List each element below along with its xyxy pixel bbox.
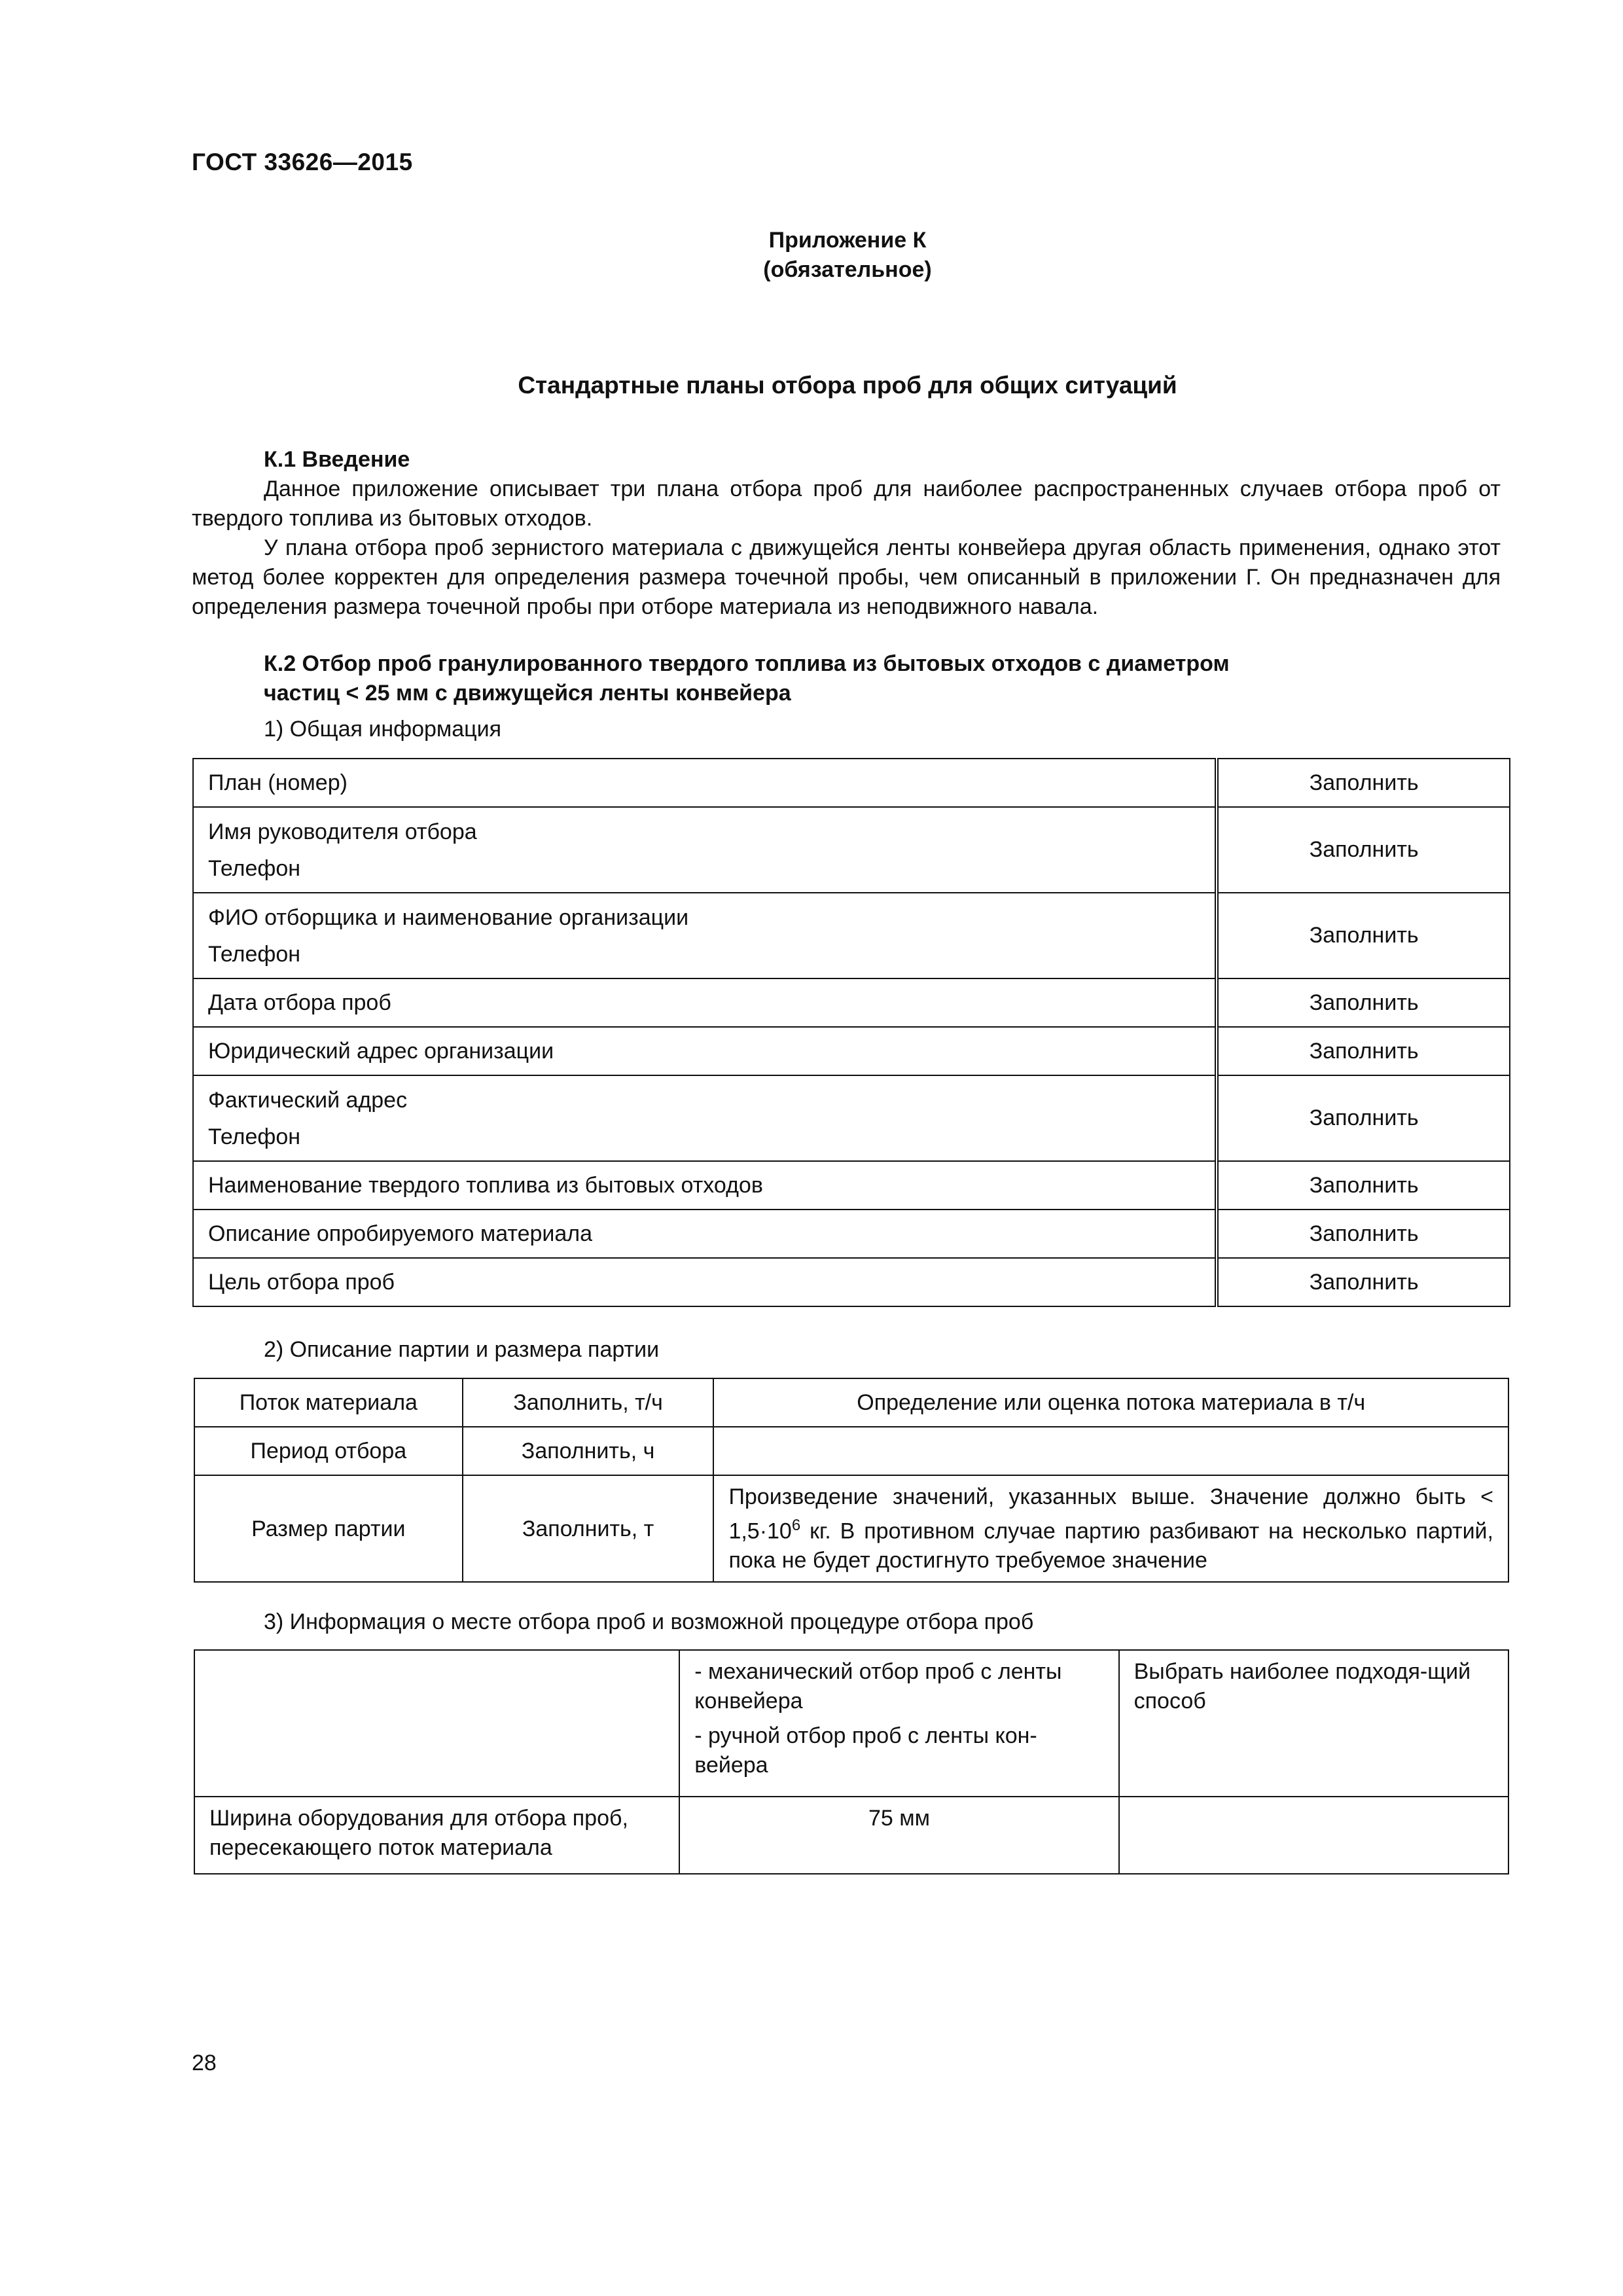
table-cell: Определение или оценка потока материала в т/ч <box>713 1378 1508 1427</box>
annex-title: Стандартные планы отбора проб для общих ситуаций <box>518 372 1177 399</box>
table-cell: Заполнить, т <box>463 1475 714 1582</box>
table-cell-value: Заполнить <box>1217 759 1510 807</box>
table-cell-label: ФИО отборщика и наименование организации Телефон <box>193 893 1217 978</box>
table-row <box>194 1797 1508 1874</box>
page-number: 28 <box>192 2051 217 2075</box>
table-cell-description: Произведение значений, указанных выше. Значение должно быть < $1,5\cdot 10^6$ кг. В противном случае партию разбивают на несколько партий, пока не будет достигнуто требуемое значение <box>713 1475 1508 1582</box>
table-cell: Размер партии <box>194 1475 463 1582</box>
section2-heading <box>192 649 1501 744</box>
table-cell-label: Описание опробируемого материала <box>193 1210 1217 1258</box>
table-cell: Заполнить, ч <box>463 1427 714 1475</box>
table-row <box>193 807 1510 893</box>
table-row <box>194 1427 1508 1475</box>
subsection-batch-description <box>192 1335 1501 1365</box>
subsection-batch-heading: 2) Описание партии и размера партии <box>264 1337 660 1362</box>
subsection-general-info: 1) Общая информация <box>264 717 502 742</box>
table-cell <box>194 1650 679 1797</box>
subsection-sampling-heading: 3) Информация о месте отбора проб и возможной процедуре отбора проб <box>264 1609 1034 1634</box>
table-cell-value: Заполнить <box>1217 1210 1510 1258</box>
table-cell-label: Фактический адрес Телефон <box>193 1075 1217 1161</box>
table-cell-value: Заполнить <box>1217 1161 1510 1210</box>
table-row <box>193 759 1510 807</box>
table-cell: Ширина оборудования для отбора проб, пересекающего поток материала <box>194 1797 679 1874</box>
sampling-method-manual: - ручной отбор проб с ленты кон-вейера <box>694 1723 1037 1778</box>
subsection-sampling-info <box>192 1607 1501 1637</box>
table-cell: Период отбора <box>194 1427 463 1475</box>
table-cell-value: Заполнить <box>1217 1258 1510 1306</box>
table-row <box>193 1210 1510 1258</box>
annex-label: Приложение К <box>768 228 927 253</box>
table-cell-label: Цель отбора проб <box>193 1258 1217 1306</box>
table-cell: Поток материала <box>194 1378 463 1427</box>
table-cell-label: План (номер) <box>193 759 1217 807</box>
table-cell-label: Дата отбора проб <box>193 978 1217 1027</box>
table-row <box>193 1027 1510 1075</box>
table-cell-label: Наименование твердого топлива из бытовых отходов <box>193 1161 1217 1210</box>
table-row <box>193 893 1510 978</box>
table-cell-value: Заполнить <box>1217 978 1510 1027</box>
sampling-method-mechanical: - механический отбор проб с ленты конвейера <box>694 1659 1062 1713</box>
table-cell: Выбрать наиболее подходя-щий способ <box>1119 1650 1508 1797</box>
table-row <box>193 1075 1510 1161</box>
table-cell-value: Заполнить <box>1217 1027 1510 1075</box>
sampling-table <box>194 1649 1509 1874</box>
table-row <box>193 978 1510 1027</box>
general-info-table <box>192 758 1510 1307</box>
table-cell: Заполнить, т/ч <box>463 1378 714 1427</box>
table-cell <box>679 1650 1118 1797</box>
annex-status: (обязательное) <box>763 257 932 282</box>
table-cell-label: Имя руководителя отбора Телефон <box>193 807 1217 893</box>
table-cell-value: Заполнить <box>1217 893 1510 978</box>
section2-heading-line1: К.2 Отбор проб гранулированного твердого топлива из бытовых отходов с диаметром <box>264 651 1230 676</box>
table-row <box>193 1258 1510 1306</box>
document-code: ГОСТ 33626—2015 <box>192 149 413 175</box>
table-cell <box>713 1427 1508 1475</box>
batch-table <box>194 1378 1509 1583</box>
table-cell-value: Заполнить <box>1217 1075 1510 1161</box>
section1-paragraph-1: Данное приложение описывает три плана отбора проб для наиболее распространенных случаев отбора проб от твердого топлива из бытовых отходов. <box>192 476 1501 531</box>
table-row <box>194 1378 1508 1427</box>
section1-paragraph-2: У плана отбора проб зернистого материала с движущейся ленты конвейера другая область применения, однако этот метод более корректен для определения размера точечной пробы, чем описанный в приложении Г. Он предназначен для определения размера точечной пробы при отборе материала из неподвижного навала. <box>192 535 1501 619</box>
table-cell <box>1119 1797 1508 1874</box>
section1 <box>192 445 1501 622</box>
section1-heading: К.1 Введение <box>264 447 410 472</box>
section2-heading-line2: частиц < 25 мм с движущейся ленты конвейера <box>264 681 791 706</box>
table-row <box>194 1475 1508 1582</box>
table-cell: 75 мм <box>679 1797 1118 1874</box>
table-row <box>193 1161 1510 1210</box>
table-cell-value: Заполнить <box>1217 807 1510 893</box>
table-row <box>194 1650 1508 1797</box>
table-cell-label: Юридический адрес организации <box>193 1027 1217 1075</box>
